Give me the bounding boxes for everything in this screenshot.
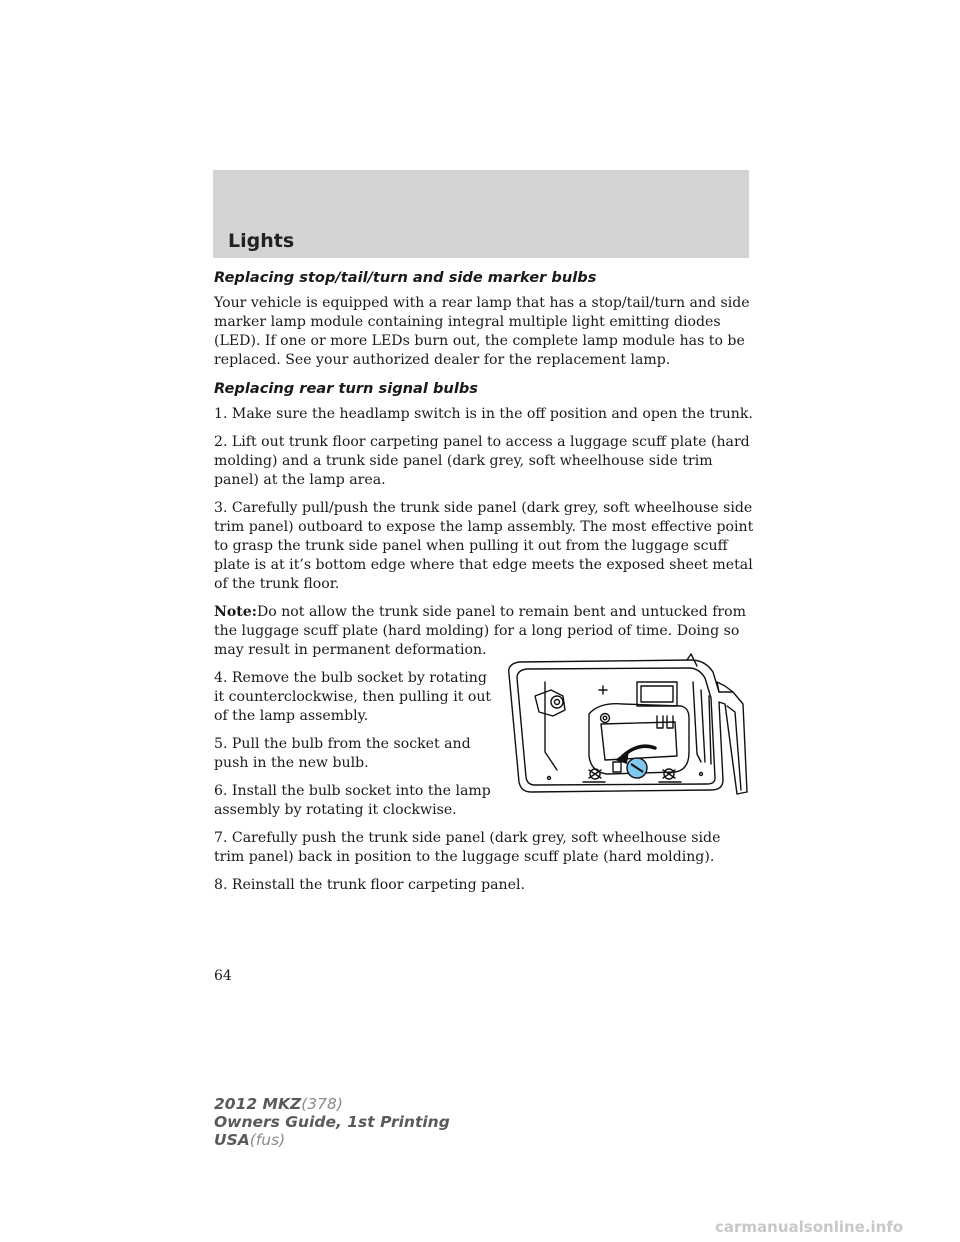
footer	[214, 1095, 450, 1149]
step-6: 6. Install the bulb socket into the lamp assembly by rotating it clockwise.	[214, 783, 491, 818]
step-1: 1. Make sure the headlamp switch is in the off position and open the trunk.	[214, 406, 753, 422]
step-5: 5. Pull the bulb from the socket and push in the new bulb.	[214, 736, 471, 771]
footer-model-code: (378)	[301, 1095, 343, 1113]
page-number: 64	[214, 968, 232, 984]
footer-guide: Owners Guide, 1st Printing	[214, 1113, 450, 1131]
note-text: Do not allow the trunk side panel to remain bent and untucked from the luggage scuff plate (hard molding) for a long period of time. Doing so may result in permanent deformation.	[214, 604, 747, 658]
footer-region-line	[214, 1131, 450, 1149]
footer-model-line	[214, 1095, 450, 1113]
footer-region: USA	[214, 1131, 250, 1149]
step-2: 2. Lift out trunk floor carpeting panel to access a luggage scuff plate (hard molding) and a trunk side panel (dark grey, soft wheelhouse side trim panel) at the lamp area.	[214, 434, 750, 488]
rear-lamp-assembly-icon	[505, 652, 750, 797]
page-title: Lights	[228, 230, 295, 252]
heading-rear-turn-signal: Replacing rear turn signal bulbs	[214, 380, 478, 397]
footer-model: 2012 MKZ	[214, 1095, 302, 1113]
watermark: carmanualsonline.info	[715, 1218, 904, 1236]
step-3: 3. Carefully pull/push the trunk side panel (dark grey, soft wheelhouse side trim panel) outboard to expose the lamp assembly. The most effective point to grasp the trunk side panel when pulling it out from the luggage scuff plate is at it’s bottom edge where that edge meets the exposed sheet metal of the trunk floor.	[214, 500, 754, 592]
note-label: Note:	[214, 604, 257, 620]
footer-region-code: (fus)	[249, 1131, 286, 1149]
content	[214, 268, 754, 904]
step-7	[214, 829, 754, 867]
rear-lamp-figure	[505, 652, 750, 797]
step-4: 4. Remove the bulb socket by rotating it counterclockwise, then pulling it out of the lamp assembly.	[214, 670, 492, 724]
step-7-text: 7. Carefully push the trunk side panel (dark grey, soft wheelhouse side trim panel) back in position to the luggage scuff plate (hard molding).	[214, 830, 721, 865]
heading-stop-tail-turn: Replacing stop/tail/turn and side marker bulbs	[214, 269, 597, 286]
step-8: 8. Reinstall the trunk floor carpeting panel.	[214, 877, 525, 893]
paragraph-led-module: Your vehicle is equipped with a rear lamp that has a stop/tail/turn and side marker lamp module containing integral multiple light emitting diodes (LED). If one or more LEDs burn out, the complete lamp module has to be replaced. See your authorized dealer for the replacement lamp.	[214, 295, 750, 368]
